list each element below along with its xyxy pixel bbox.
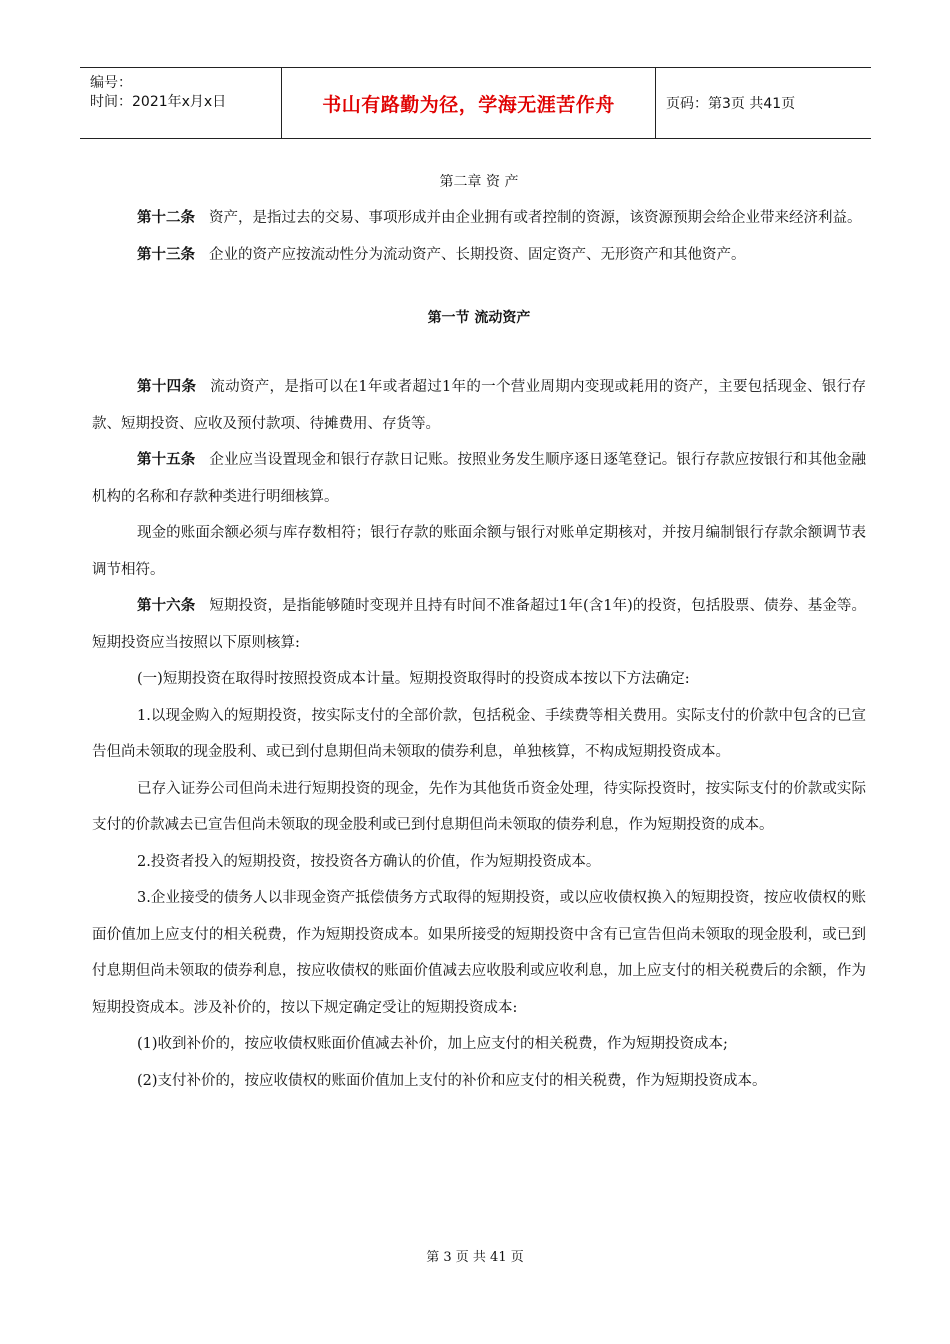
paragraph	[92, 588, 866, 661]
paragraph: (2)支付补价的，按应收债权的账面价值加上支付的补价和应支付的相关税费，作为短期投资成本。	[137, 1072, 767, 1089]
article-number: 第十二条	[137, 210, 195, 226]
article-number: 第十四条	[137, 379, 197, 395]
document-body	[92, 168, 866, 1099]
header-motto: 书山有路勤为径，学海无涯苦作舟	[282, 68, 656, 138]
paragraph	[92, 369, 866, 442]
paragraph	[92, 200, 866, 237]
document-time-label: 时间：2021年x月x日	[90, 94, 227, 110]
header-page-label: 页码：第3页 共41页	[666, 96, 796, 112]
paragraph: 1.以现金购入的短期投资，按实际支付的全部价款，包括税金、手续费等相关费用。实际支付的价款中包含的已宣告但尚未领取的现金股利、或已到付息期但尚未领取的债券利息，单独核算，不构成短期投资成本。	[92, 707, 866, 760]
paragraph	[92, 442, 866, 515]
document-number-label: 编号：	[90, 75, 132, 91]
page-header	[80, 67, 871, 139]
paragraph: (1)收到补价的，按应收债权账面价值减去补价，加上应支付的相关税费，作为短期投资成本;	[137, 1036, 728, 1052]
section-title: 第一节 流动资产	[427, 310, 531, 326]
paragraph-text: 企业应当设置现金和银行存款日记账。按照业务发生顺序逐日逐笔登记。银行存款应按银行和其他金融机构的名称和存款种类进行明细核算。	[92, 452, 866, 505]
header-meta	[80, 68, 282, 138]
article-number: 第十三条	[137, 246, 195, 263]
paragraph: (一)短期投资在取得时按照投资成本计量。短期投资取得时的投资成本按以下方法确定:	[137, 671, 690, 687]
paragraph-text: 短期投资，是指能够随时变现并且持有时间不准备超过1年(含1年)的投资，包括股票、债券、基金等。短期投资应当按照以下原则核算:	[92, 598, 867, 651]
article-number: 第十六条	[137, 598, 196, 614]
paragraph-text: 企业的资产应按流动性分为流动资产、长期投资、固定资产、无形资产和其他资产。	[209, 246, 746, 263]
paragraph-text: 流动资产，是指可以在1年或者超过1年的一个营业周期内变现或耗用的资产，主要包括现金、银行存款、短期投资、应收及预付款项、待摊费用、存货等。	[92, 379, 867, 432]
paragraph: 2.投资者投入的短期投资，按投资各方确认的价值，作为短期投资成本。	[137, 853, 601, 870]
paragraph	[92, 237, 866, 274]
paragraph: 现金的账面余额必须与库存数相符；银行存款的账面余额与银行对账单定期核对，并按月编制银行存款余额调节表调节相符。	[92, 525, 866, 578]
paragraph: 已存入证券公司但尚未进行短期投资的现金，先作为其他货币资金处理，待实际投资时，按实际支付的价款或实际支付的价款减去已宣告但尚未领取的现金股利或已到付息期但尚未领取的债券利息，作为短期投资的成本。	[92, 780, 866, 833]
paragraph-text: 资产，是指过去的交易、事项形成并由企业拥有或者控制的资源，该资源预期会给企业带来经济利益。	[209, 210, 862, 226]
paragraph: 3.企业接受的债务人以非现金资产抵偿债务方式取得的短期投资，或以应收债权换入的短期投资，按应收债权的账面价值加上应支付的相关税费，作为短期投资成本。如果所接受的短期投资中含有已宣告但尚未领取的现金股利，或已到付息期但尚未领取的债券利息，按应收债权的账面价值减去应收股利或应收利息，加上应支付的相关税费后的余额，作为短期投资成本。涉及补价的，按以下规定确定受让的短期投资成本:	[92, 890, 866, 1016]
chapter-title: 第二章 资 产	[439, 174, 519, 190]
article-number: 第十五条	[137, 452, 196, 468]
page-footer: 第 3 页 共 41 页	[426, 1250, 524, 1265]
